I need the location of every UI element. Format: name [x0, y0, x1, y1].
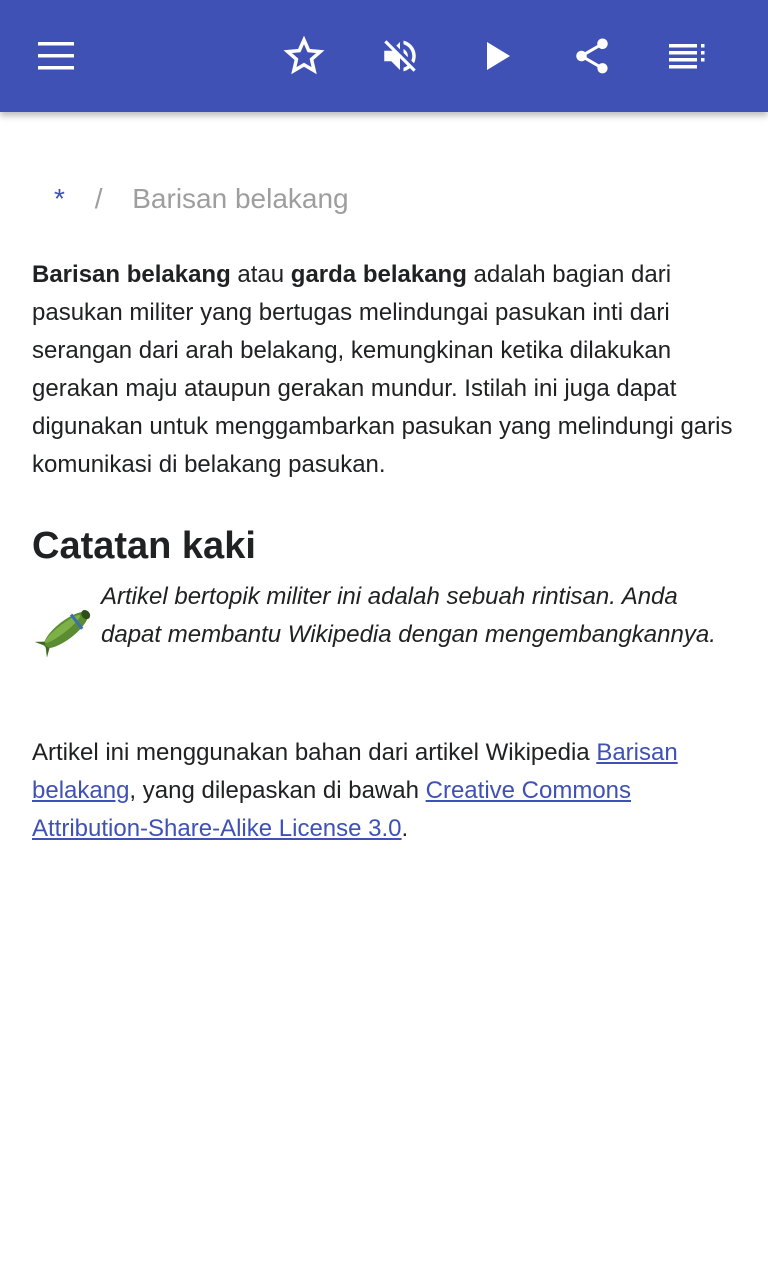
mute-button[interactable]	[372, 28, 428, 84]
missile-icon	[34, 598, 98, 662]
license-text-3: .	[401, 815, 409, 842]
intro-text-1: atau	[230, 261, 291, 288]
play-button[interactable]	[470, 28, 526, 84]
license-text-1: Artikel ini menggunakan bahan dari artikel Wikipedia	[32, 739, 597, 766]
list-icon	[668, 43, 708, 69]
license-paragraph	[32, 734, 736, 848]
intro-paragraph	[32, 256, 736, 484]
star-icon	[283, 35, 325, 77]
breadcrumb-current: Barisan belakang	[132, 183, 349, 214]
article-source-link[interactable]: Barisan belakang	[32, 739, 678, 804]
favorite-button[interactable]	[276, 28, 332, 84]
menu-button[interactable]	[28, 28, 84, 84]
intro-text-2: adalah bagian dari pasukan militer yang bertugas melindungai pasukan inti dari serangan dari arah belakang, kemungkinan ketika dilakukan gerakan maju ataupun gerakan mundur. Istilah ini juga dapat digunakan untuk menggambarkan pasukan yang melindungi garis komunikasi di belakang pasukan.	[32, 261, 733, 478]
article-content	[0, 112, 768, 1280]
contents-button[interactable]	[660, 28, 716, 84]
term-barisan-belakang: Barisan belakang	[32, 261, 231, 288]
share-button[interactable]	[564, 28, 620, 84]
breadcrumb	[54, 182, 349, 216]
play-icon	[483, 39, 513, 73]
breadcrumb-separator: /	[94, 183, 103, 214]
volume-off-icon	[379, 35, 421, 77]
term-garda-belakang: garda belakang	[290, 261, 467, 288]
stub-notice	[32, 578, 736, 698]
share-icon	[571, 35, 613, 77]
license-link[interactable]: Creative Commons Attribution-Share-Alike License 3.0	[32, 777, 632, 842]
license-text-2: , yang dilepaskan di bawah	[129, 777, 426, 804]
menu-icon	[36, 42, 76, 70]
breadcrumb-root[interactable]: *	[54, 183, 65, 214]
stub-text: Artikel bertopik militer ini adalah sebuah rintisan. Anda dapat membantu Wikipedia dengan mengembangkannya.	[101, 583, 716, 648]
section-heading: Catatan kaki	[32, 525, 256, 567]
app-toolbar	[0, 0, 768, 112]
